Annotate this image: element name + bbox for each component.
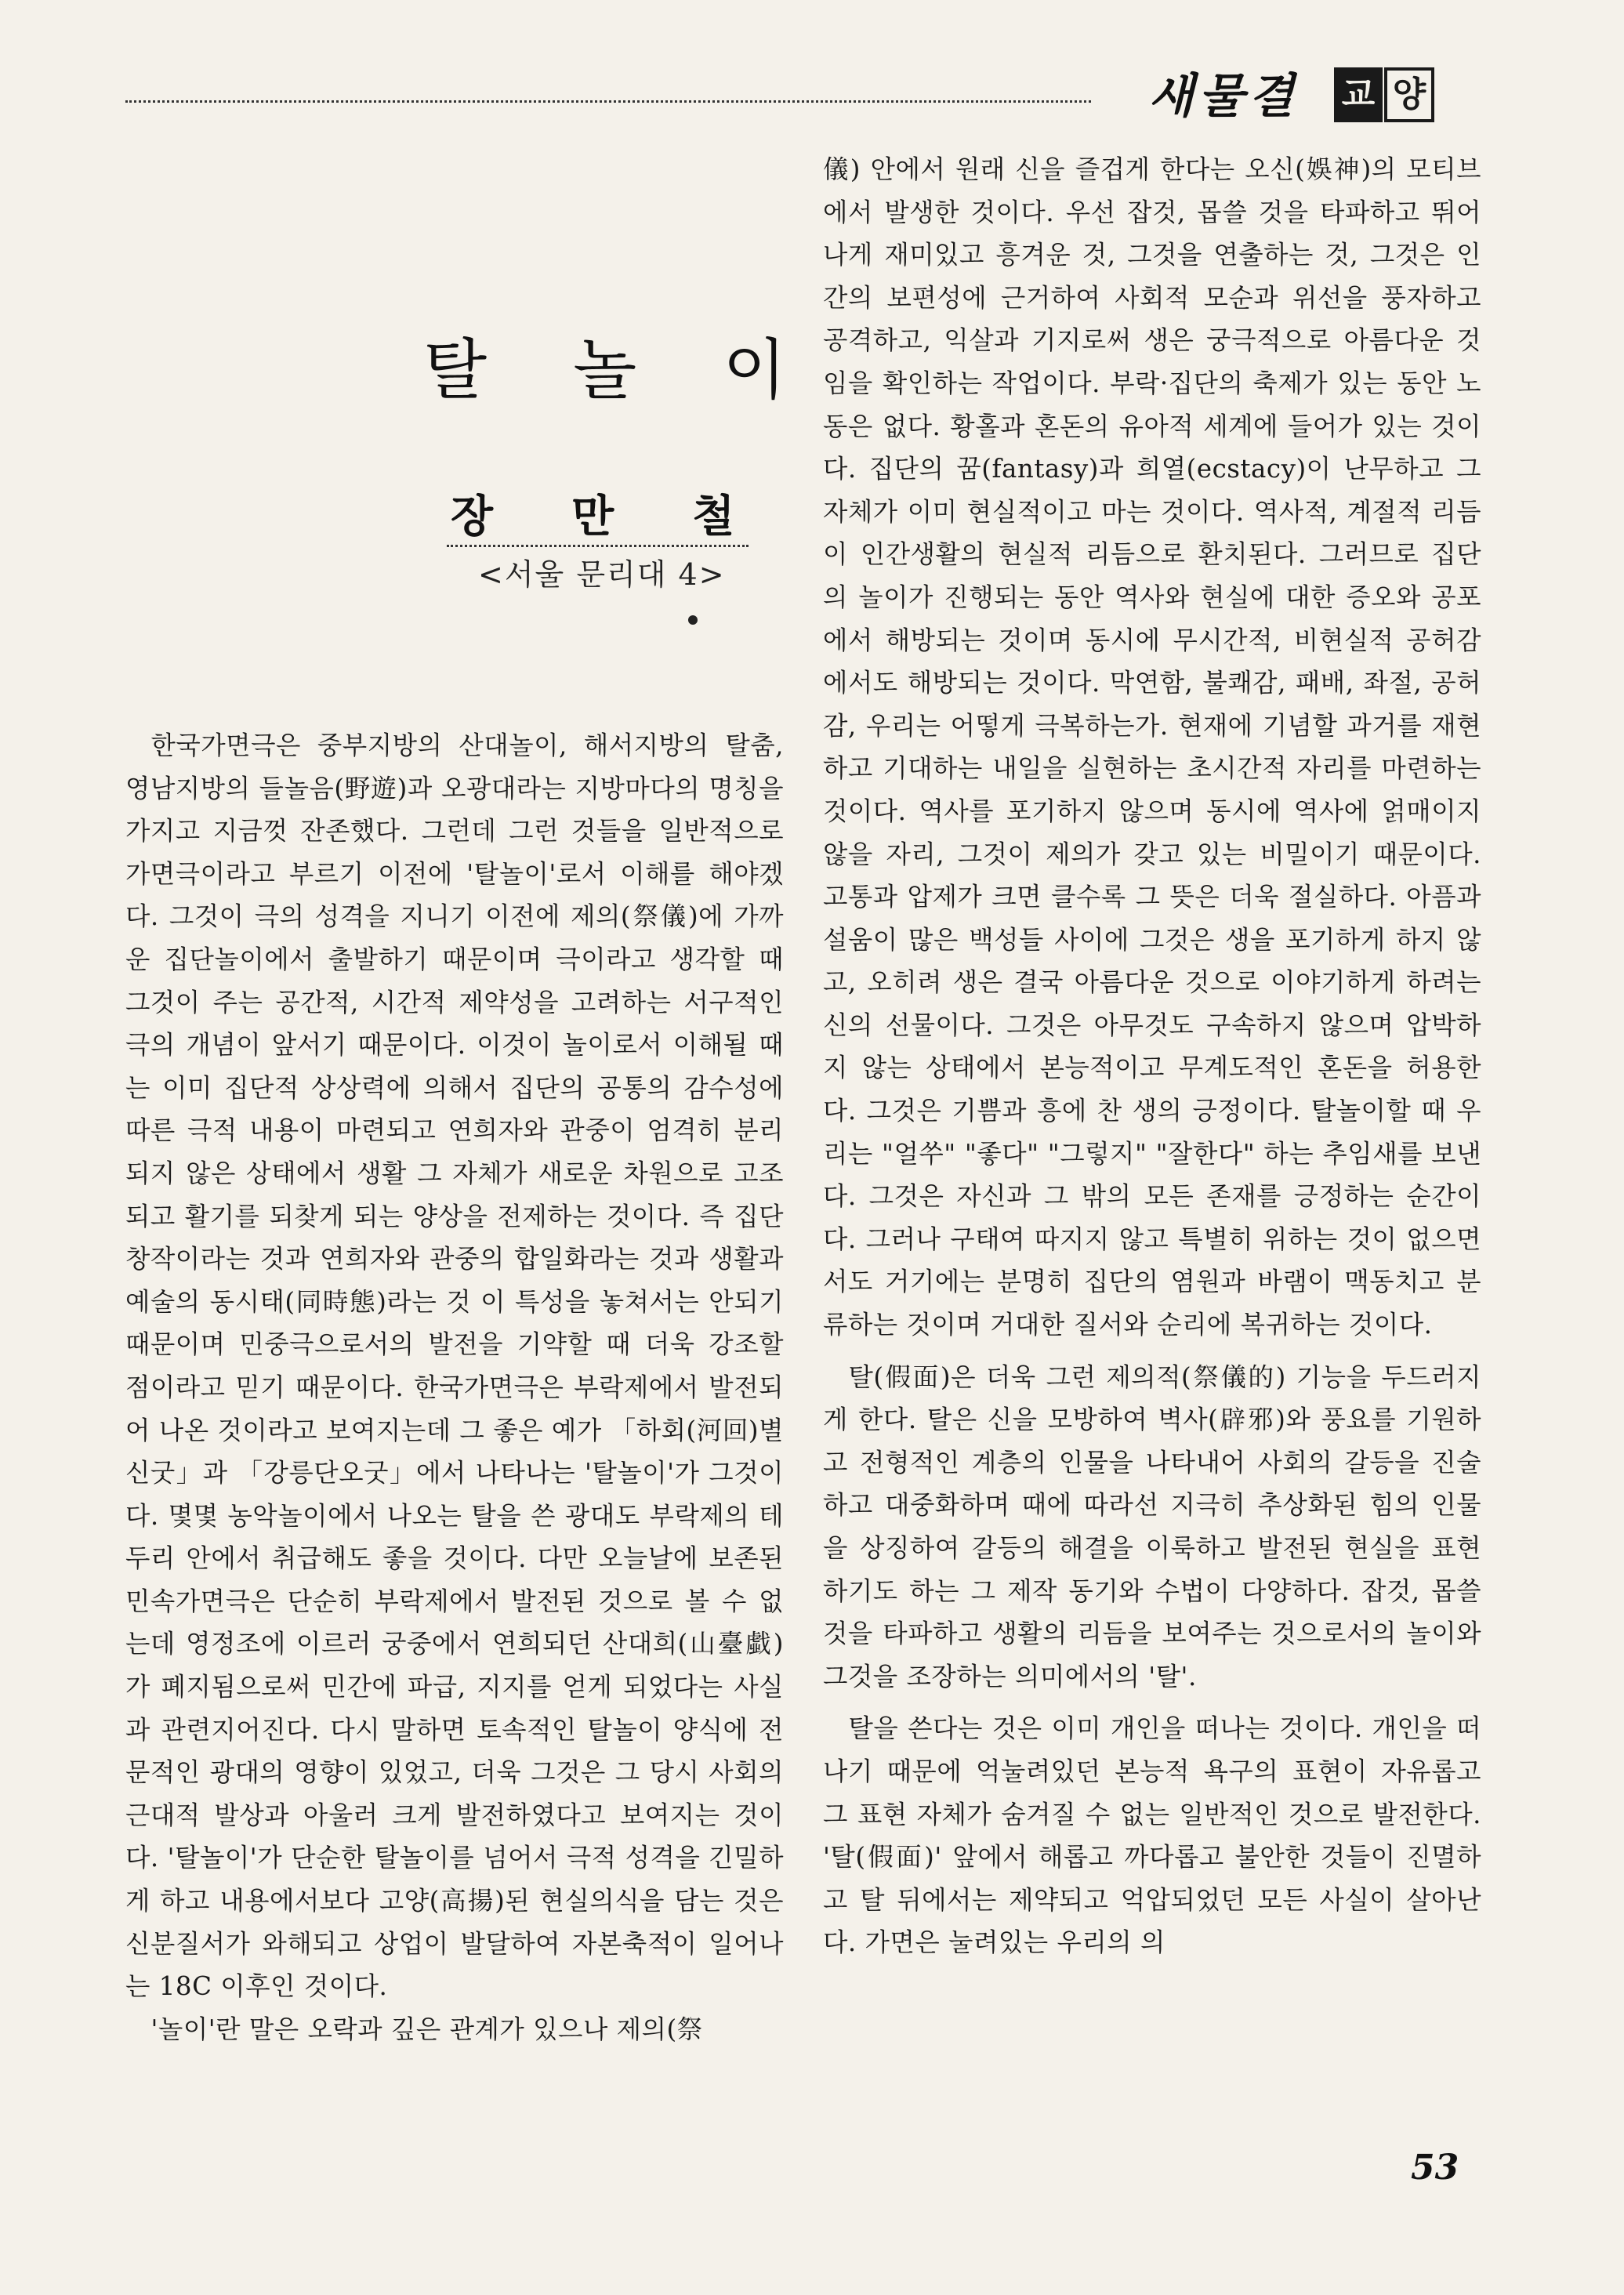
article-title: 탈놀이 [423, 332, 873, 408]
paragraph: '놀이'란 말은 오락과 깊은 관계가 있으나 제의(祭 [150, 2014, 703, 2044]
header-dotted-rule [125, 100, 1091, 103]
paragraph: 한국가면극은 중부지방의 산대놀이, 해서지방의 탈춤, 영남지방의 들놀음(野遊)과 오광대라는 지방마다의 명칭을 가지고 지금껏 잔존했다. 그런데 그런 것들을 일반적으로 가면극이라고 부르기 이전에 '탈놀이'로서 이해를 해야겠다. 그것이 극의 성격을 지니기 이전에 제의(祭儀)에 가까운 집단놀이에서 출발하기 때문이며 극이라고 생각할 때 그것이 주는 공간적, 시간적 제약성을 고려하는 서구적인 극의 개념이 앞서기 때문이다. 이것이 놀이로서 이해될 때는 이미 집단적 상상력에 의해서 집단의 공통의 감수성에 따른 극적 내용이 마련되고 연희자와 관중이 엄격히 분리되지 않은 상태에서 생활 그 자체가 새로운 차원으로 고조되고 활기를 되찾게 되는 양상을 전제하는 것이다. 즉 집단창작이라는 것과 연희자와 관중의 합일화라는 것과 생활과 예술의 동시태(同時態)라는 것 이 특성을 놓쳐서는 안되기 때문이며 민중극으로서의 발전을 기약할 때 더욱 강조할 점이라고 믿기 때문이다. 한국가면극은 부락제에서 발전되어 나온 것이라고 보여지는데 그 좋은 예가 「하회(河回)별신굿」과 「강릉단오굿」에서 나타나는 '탈놀이'가 그것이다. 몇몇 농악놀이에서 나오는 탈을 쓴 광대도 부락제의 테두리 안에서 취급해도 좋을 것이다. 다만 오늘날에 보존된 민속가면극은 단순히 부락제에서 발전된 것으로 볼 수 없는데 영정조에 이르러 궁중에서 연희되던 산대희(山臺戱)가 폐지됨으로써 민간에 파급, 지지를 얻게 되었다는 사실과 관련지어진다. 다시 말하면 토속적인 탈놀이 양식에 전문적인 광대의 영향이 있었고, 더욱 그것은 그 당시 사회의 근대적 발상과 아울러 크게 발전하였다고 보여지는 것이다. '탈놀이'가 단순한 탈놀이를 넘어서 극적 성격을 긴밀하게 하고 내용에서보다 고양(高揚)된 현실의식을 담는 것은 신분질서가 와해되고 상업이 발달하여 자본축적이 일어나는 18C 이후인 것이다. [125, 731, 784, 2002]
section-badge-right: 양 [1384, 67, 1434, 122]
author-affiliation: <서울 문리대 4> [478, 557, 726, 592]
bullet-mark [688, 615, 698, 625]
section-title: 새물결 [1148, 69, 1299, 124]
paragraph: 탈을 쓴다는 것은 이미 개인을 떠나는 것이다. 개인을 떠나기 때문에 억눌려있던 본능적 욕구의 표현이 자유롭고 그 표현 자체가 숨겨질 수 없는 일반적인 것으로 발전한다. '탈(假面)' 앞에서 해롭고 까다롭고 불안한 것들이 진멸하고 탈 뒤에서는 제약되고 억압되었던 모든 사실이 살아난다. 가면은 눌려있는 우리의 의 [823, 1713, 1481, 1958]
paragraph: 탈(假面)은 더욱 그런 제의적(祭儀的) 기능을 두드러지게 한다. 탈은 신을 모방하여 벽사(辟邪)와 풍요를 기원하고 전형적인 계층의 인물을 나타내어 사회의 갈등을 진술하고 대중화하며 때에 따라선 지극히 추상화된 힘의 인물을 상징하여 갈등의 해결을 이룩하고 발전된 현실을 표현하기도 하는 그 제작 동기와 수법이 다양하다. 잡것, 몹쓸 것을 타파하고 생활의 리듬을 보여주는 것으로서의 놀이와 그것을 조장하는 의미에서의 '탈'. [823, 1361, 1481, 1691]
author-name: 장만철 [451, 491, 814, 542]
section-badge-left: 교 [1334, 67, 1383, 122]
author-dotted-rule [447, 545, 749, 547]
paragraph: 儀) 안에서 원래 신을 즐겁게 한다는 오신(娛神)의 모티브에서 발생한 것이다. 우선 잡것, 몹쓸 것을 타파하고 뛰어나게 재미있고 흥겨운 것, 그것을 연출하는 것, 그것은 인간의 보편성에 근거하여 사회적 모순과 위선을 풍자하고 공격하고, 익살과 기지로써 생은 궁극적으로 아름다운 것임을 확인하는 작업이다. 부락·집단의 축제가 있는 동안 노동은 없다. 황홀과 혼돈의 유아적 세계에 들어가 있는 것이다. 집단의 꿈(fantasy)과 희열(ecstacy)이 난무하고 그 자체가 이미 현실적이고 마는 것이다. 역사적, 계절적 리듬이 인간생활의 현실적 리듬으로 환치된다. 그러므로 집단의 놀이가 진행되는 동안 역사와 현실에 대한 증오와 공포에서 해방되는 것이며 동시에 무시간적, 비현실적 공허감에서도 해방되는 것이다. 막연함, 불쾌감, 패배, 좌절, 공허감, 우리는 어떻게 극복하는가. 현재에 기념할 과거를 재현하고 기대하는 내일을 실현하는 초시간적 자리를 마련하는 것이다. 역사를 포기하지 않으며 동시에 역사에 얽매이지 않을 자리, 그것이 제의가 갖고 있는 비밀이기 때문이다. 고통과 압제가 크면 클수록 그 뜻은 더욱 절실하다. 아픔과 설움이 많은 백성들 사이에 그것은 생을 포기하게 하지 않고, 오히려 생은 결국 아름다운 것으로 이야기하게 하려는 신의 선물이다. 그것은 아무것도 구속하지 않으며 압박하지 않는 상태에서 본능적이고 무계도적인 혼돈을 허용한다. 그것은 기쁨과 흥에 찬 생의 긍정이다. 탈놀이할 때 우리는 "얼쑤" "좋다" "그렇지" "잘한다" 하는 추임새를 보낸다. 그것은 자신과 그 밖의 모든 존재를 긍정하는 순간이다. 그러나 구태여 따지지 않고 특별히 위하는 것이 없으면서도 거기에는 분명히 집단의 염원과 바램이 맥동치고 분류하는 것이며 거대한 질서와 순리에 복귀하는 것이다. [823, 154, 1481, 1340]
right-column [823, 148, 1481, 1964]
left-column [125, 724, 784, 2050]
page-number: 53 [1411, 2148, 1459, 2188]
